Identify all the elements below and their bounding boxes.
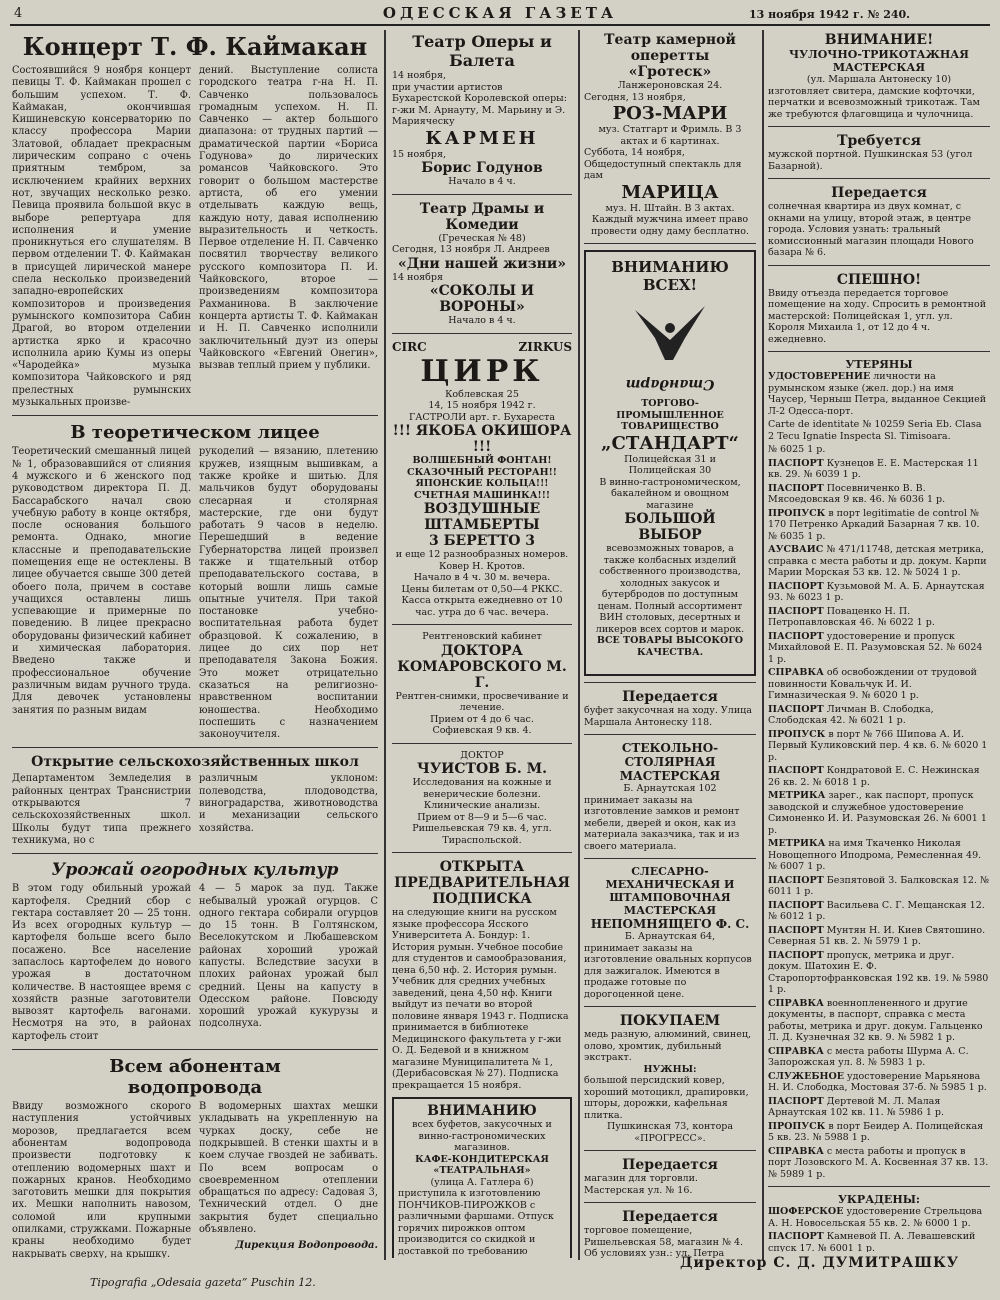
item-kind: АУСВАИС	[768, 544, 824, 555]
urgent-title: СПЕШНО!	[836, 271, 922, 288]
doctor1-address: Софиевская 9 кв. 4.	[432, 725, 532, 736]
glass-body: принимает заказы на изготовление замков и ремонт мебели, дверей и окон, как из материала заказчика, так и из своего материала.	[584, 794, 740, 852]
standard-company: ТОРГОВО-ПРОМЫШЛЕННОЕ ТОВАРИЩЕСТВО	[616, 398, 724, 432]
item-text: об освобождении от трудовой повинности Ковальчук И. И. Гимназическая 9. № 6020 1 р.	[768, 667, 977, 701]
circus-prices: Цены билетам от 0,50—4 РККС. Касса открыта ежедневно от 10 час. утра до 6 час. вечера.	[401, 583, 563, 618]
list-item	[768, 371, 990, 417]
stolen-title: УКРАДЕНЫ:	[837, 1193, 920, 1206]
item-kind: ПАСПОРТ	[768, 630, 824, 642]
lyceum-text-left: Теоретический смешанный лицей № 1, образовавшийся от слияния 4 мужского и 6 женского под руководством директора П. Д. Бассарабского начал свою учебную работу в конце октября, после основания большого ремонта. Однако, многие классные и преподавательские помещения еще не остеклены. В лицее обучается свыше 300 детей обоего пола, причем в составе учащихся оставлены лишь успевающие и примерные по поведению. В лицее прекрасно оборудованы физический кабинет и химическая лаборатория. Введено также и профессиональное обучение различным видам ручного труда. Для девочек установлены занятия по разным видам	[12, 446, 191, 716]
circus-zirkus: ZIRKUS	[518, 339, 572, 354]
list-item	[768, 667, 990, 702]
cafe-address: (улица А. Гатлера 6)	[430, 1176, 534, 1188]
standard-logo-text: Стандарт	[625, 376, 715, 392]
item-kind: СЛУЖЕБНОЕ	[768, 1070, 844, 1082]
item-text: № 6025 1 р.	[768, 444, 826, 455]
item-kind: СПРАВКА	[768, 1045, 824, 1057]
list-item	[768, 1046, 990, 1069]
subscription-body: на следующие книги на русском языке профессора Ясского Университета А. Бондур: 1. История румын. Учебное пособие для студентов и самообразования, цена 6,50 нф. 2. История румын. Учебник для средних учебных заведений, цена 4,50 нф. Книги выйдут из печати во второй половине января 1943 г. Подписка принимается в библиотеке Медицинского факультета у г-жи О. Д. Бедевой и в книжном магазине Муниципалитета № 1, (Дерибасовская № 27). Подписка прекращается 15 ноября.	[392, 907, 569, 1091]
list-item	[768, 458, 990, 481]
issue-date: 13 ноября 1942 г. № 240.	[748, 8, 910, 21]
item-text: на имя Ткаченко Николая Новощепного Иподрома, Ремесленная 49. № 6007 1 р.	[768, 838, 982, 872]
item-text: военноплененного и другие документы, в паспорт, справка с места работы, метрика и друг. докум. Гальценко Л. Д. Кузнечная 32 кв. 9. № 5982 1 р.	[768, 997, 983, 1043]
flat-body: солнечная квартира из двух комнат, с окнами на улицу, второй этаж, в центре города. Условия узнать: тральный комиссионный магазин площади Нового базара № 6.	[768, 201, 974, 258]
item-kind: УДОСТОВЕРЕНИЕ	[768, 371, 871, 382]
schools-text-left: Департаментом Земледелия в районных центрах Транснистрии открываются 7 сельскохозяйственных школ. Школы будут типа прежнего техникума, но с	[12, 773, 191, 846]
item-kind: ПАСПОРТ	[768, 703, 824, 715]
doctor1-hours: Прием от 4 до 6 час.	[430, 713, 534, 725]
item-text: в порт Беидер А. Полицейская 5 кв. 23. № 5988 1 р.	[768, 1120, 984, 1143]
premises-body: торговое помещение, Ришельевская 58, магазин № 4. Об условиях узн.: ул. Петра	[584, 1225, 744, 1258]
list-item	[768, 606, 990, 629]
wanted-title: Требуется	[837, 133, 921, 149]
glass-title: СТЕКОЛЬНО-СТОЛЯРНАЯ МАСТЕРСКАЯ	[619, 741, 721, 783]
item-kind: ПАСПОРТ	[768, 765, 824, 776]
drama-date-2: 14 ноября	[392, 271, 443, 283]
concert-title: Концерт Т. Ф. Каймакан	[22, 32, 368, 61]
list-item	[768, 544, 990, 579]
doctor1-pre: Рентгеновский кабинет	[422, 631, 542, 642]
column-news	[12, 32, 378, 1258]
operetta-line-2: Суббота, 14 ноября, Общедоступный спектакль для дам	[584, 147, 742, 181]
list-item	[768, 875, 990, 898]
standard-big: БОЛЬШОЙ ВЫБОР	[624, 511, 716, 543]
cafe-title: ВНИМАНИЮ	[427, 1103, 537, 1119]
item-text: Посевниченко В. В. Мясоедовская 9 кв. 46. № 6036 1 р.	[768, 482, 946, 505]
item-text: Кузьмовой М. А. Б. Арнаутская 93. № 6023 1 р.	[768, 580, 985, 603]
item-text: удостоверение Стрельцова А. Н. Новосельская 55 кв. 2. № 6000 1 р.	[768, 1206, 983, 1229]
list-item	[768, 950, 990, 996]
lyceum-title: В теоретическом лицее	[70, 422, 320, 444]
water-signature: Дирекция Водопровода.	[235, 1240, 378, 1252]
masthead	[10, 4, 990, 26]
operetta-address: Ланжероновская 24.	[617, 80, 723, 91]
circus-start: Начало в 4 ч. 30 м. вечера.	[413, 572, 551, 583]
item-text: Мунтян Н. И. Киев Святошино. Северная 51 кв. 2. № 5979 1 р.	[768, 924, 986, 947]
item-kind: ПАСПОРТ	[768, 1095, 824, 1107]
item-kind: ПРОПУСК	[768, 507, 826, 519]
list-item	[768, 508, 990, 543]
column-ads	[584, 32, 756, 1258]
standard-headline: ВНИМАНИЮ ВСЕХ!	[611, 258, 729, 294]
item-text: с места работы Шурма А. С. Запорожская ул. 8. № 5983 1 р.	[768, 1045, 969, 1068]
buy-body: медь разную, алюминий, свинец, олово, хромтик, дубильный экстракт.	[584, 1029, 752, 1063]
item-text: удостоверение Марьянова Н. И. Слободка, Мостовая 37-б. № 5985 1 р.	[768, 1070, 987, 1093]
subscription-title: ОТКРЫТА ПРЕДВАРИТЕЛЬНАЯ ПОДПИСКА	[394, 859, 570, 907]
item-kind: ПАСПОРТ	[768, 949, 824, 961]
schools-title: Открытие сельскохозяйственных школ	[31, 754, 359, 771]
item-text: Дертевой М. Л. Малая Арнаутская 102 кв. 11. № 5986 1 р.	[768, 1095, 945, 1118]
stolen-list	[768, 1206, 990, 1252]
item-text: Безпятовой З. Балковская 12. № 6011 1 р.	[768, 874, 989, 897]
operetta-show-1: РОЗ-МАРИ	[612, 103, 728, 124]
knit-address: (ул. Маршала Антонеску 10)	[806, 74, 952, 85]
shop-body: магазин для торговли. Мастерская ул. № 16.	[584, 1173, 698, 1196]
item-kind: МЕТРИКА	[768, 790, 826, 801]
column-rule	[762, 30, 764, 1260]
harvest-text-right: 4 — 5 марок за пуд. Также небывалый урожай огурцов. С одного гектара собирали огурцов до 15 тонн. В Голтянском, Веселокутском и Любашевском районах хороший урожай капусты. Вследствие засухи в плохих районах урожай был средний. Цены на капусту в Одесском районе. Повсюду хороший урожай кукурузы и подсолнуха.	[199, 883, 378, 1030]
buy-address: Пушкинская 73, контора «ПРОГРЕСС».	[606, 1121, 734, 1144]
knit-body: изготовляет свитера, дамские кофточки, перчатки и всевозможный трикотаж. Там же требуются флаговщица и чулочница.	[768, 85, 980, 120]
urgent-body: Ввиду отъезда передается торговое помещение на ходу. Спросить в ремонтной мастерской: Полицейская 1, угл. ул. Короля Михаила 1, от 12 до 4 ч. ежедневно.	[768, 287, 987, 345]
circus-acts: ВОЛШЕБНЫЙ ФОНТАН! СКАЗОЧНЫЙ РЕСТОРАН!! ЯПОНСКИЕ КОЛЬЦА!!! СЧЕТНАЯ МАШИНКА!!!	[407, 455, 557, 501]
list-item	[768, 925, 990, 948]
opera-title: Театр Оперы и Балета	[412, 32, 552, 70]
list-item	[768, 1096, 990, 1119]
operetta-credits-1: муз. Статгарт и Фримль. В 3 актах и 6 картинах.	[598, 124, 742, 147]
operetta-credits-2: муз. Н. Штайн. В 3 актах. Каждый мужчина имеет право провести одну даму бесплатно.	[590, 202, 750, 237]
knit-name: ЧУЛОЧНО-ТРИКОТАЖНАЯ МАСТЕРСКАЯ	[789, 48, 969, 74]
circus-address: Коблевская 25	[445, 388, 519, 400]
standard-stores: В винно-гастрономическом, бакалейном и овощном магазине	[599, 476, 741, 511]
list-item	[768, 483, 990, 506]
circus-star: !!! ЯКОБА ОКИШОРА !!!	[392, 423, 572, 455]
list-item	[768, 704, 990, 727]
doctor2-desc: Исследования на кожные и венерические болезни. Клинические анализы.	[412, 777, 552, 811]
item-kind: ПАСПОРТ	[768, 924, 824, 936]
circus-more: и еще 12 разнообразных номеров. Ковер Н. Кротов.	[395, 549, 569, 572]
list-item	[768, 419, 990, 442]
list-item	[768, 1231, 990, 1252]
standard-address: Полицейская 31 и Полицейская 30	[624, 453, 716, 476]
buy-need: НУЖНЫ:	[643, 1063, 697, 1075]
doctor2-address: Ришельевская 79 кв. 4, угл. Тираспольской.	[412, 823, 552, 846]
printer-imprint: Tipografia „Odesaia gazeta” Puschin 12.	[90, 1276, 316, 1289]
metal-name: НЕПОМНЯЩЕГО Ф. С.	[590, 917, 750, 931]
item-kind: СПРАВКА	[768, 667, 824, 678]
circus-tour: ГАСТРОЛИ арт. г. Бухареста	[408, 411, 556, 423]
list-item	[768, 729, 990, 764]
item-kind: ШОФЕРСКОЕ	[768, 1206, 844, 1217]
concert-text-left: Состоявшийся 9 ноября концерт певицы Т. Ф. Каймакан прошел с большим успехом. Т. Ф. Каймакан, окончившая Кишиневскую консерваторию по классу профессора Марии Златовой, обладает прекрасным лирическим сопрано с очень приятным тембром, за исключением крайних верхних нот, звучащих несколько резко. Певица проявила большой вкус в выборе репертуара для исполнения и умение проникнуться его слушателям. В первом отделении Т. Ф. Каймакан в присущей лирической манере спела несколько произведений западно-европейских композиторов и произведения румынского композитора Сабин Драгой, во втором отделении артистка ярко и красочно исполнила арию Кумы из оперы «Чародейка» музыка композитора Чайковского и ряд прелестных румынских музыкальных произве-	[12, 65, 191, 409]
metal-address: Б. Арнаутская 64,	[624, 931, 716, 942]
list-item	[768, 444, 990, 456]
eagle-logo-icon	[625, 300, 715, 370]
lost-title: УТЕРЯНЫ	[845, 358, 913, 371]
metal-body: принимает заказы на изготовление овальных корпусов для зажигалок. Имеются в продаже готовые по дорогоценной цене.	[584, 942, 752, 1000]
cafe-sub: всех буфетов, закусочных и винно-гастрономических магазинов.	[412, 1119, 552, 1153]
list-item	[768, 998, 990, 1044]
opera-start: Начало в 4 ч.	[448, 176, 516, 187]
item-text: Поваценко Н. П. Петропавловская 46. № 6022 1 р.	[768, 605, 935, 628]
standard-ad	[584, 250, 756, 676]
circus-act-3: 3 БЕРЕТТО 3	[428, 533, 536, 549]
buffet-title: Передается	[622, 689, 718, 705]
drama-show-2: «СОКОЛЫ И ВОРОНЫ»	[429, 283, 535, 315]
opera-date-2: 15 ноября,	[392, 148, 446, 160]
list-item	[768, 765, 990, 788]
item-kind: ПАСПОРТ	[768, 605, 824, 617]
item-text: удостоверение и пропуск Михайловой Е. П. Разумовская 52. № 6024 1 р.	[768, 630, 983, 665]
item-text: Васильева С. Г. Мещанская 12. № 6012 1 р.	[768, 899, 985, 922]
standard-name: „СТАНДАРТ“	[601, 432, 739, 454]
shop-title: Передается	[622, 1157, 718, 1173]
page-number: 4	[14, 6, 23, 21]
water-title-1: Всем абонентам	[109, 1056, 281, 1078]
item-kind: СПРАВКА	[768, 1145, 824, 1157]
drama-address: (Греческая № 48)	[438, 232, 526, 244]
list-item	[768, 1146, 990, 1181]
column-rule	[578, 30, 580, 1260]
buy-title: ПОКУПАЕМ	[619, 1013, 721, 1029]
item-text: пропуск, метрика и друг. докум. Шатохин Е. Ф. Старопортофранковская 192 кв. 19. № 5980 1 р.	[768, 949, 989, 995]
wanted-body: мужской портной. Пушкинская 53 (угол Базарной).	[768, 149, 973, 172]
doctor1-name: ДОКТОРА КОМАРОВСКОГО М. Г.	[397, 642, 567, 691]
lost-list	[768, 371, 990, 1180]
buffet-body: буфет закусочная на ходу. Улица Маршала Антонеску 118.	[584, 705, 752, 728]
column-rule	[384, 30, 386, 1260]
circus-act-2: ВОЗДУШНЫЕ ШТАМБЕРТЫ	[423, 501, 541, 533]
item-kind: ПАСПОРТ	[768, 457, 824, 469]
cafe-ad	[392, 1097, 572, 1258]
item-kind: ПРОПУСК	[768, 728, 826, 740]
column-classifieds	[768, 32, 990, 1252]
lyceum-text-right: рукоделий — вязанию, плетению кружев, изящным вышивкам, а также кройке и шитью. Для мальчиков будут оборудованы слесарная и столярная мастерские, где они будут работать 9 часов в неделю. Перешедший в ведение Губернаторства лицей произвел также и тщательный отбор преподавательского состава, в который вошли лишь самые опытные учителя. При такой постановке учебно-воспитательная работа будет образцовой. К сожалению, в лицее до сих пор нет преподавателя Закона Божия. Это может отрицательно сказаться на религиозно-нравственном воспитании юношества. Необходимо поспешить с назначением законоучителя.	[199, 446, 378, 741]
item-text: Кондратовой Е. С. Нежинская 26 кв. 2. № 6018 1 р.	[768, 765, 980, 788]
circus-dates: 14, 15 ноября 1942 г.	[428, 400, 536, 411]
director-signature: Директор С. Д. ДУМИТРАШКУ	[680, 1255, 960, 1271]
standard-body: всевозможных товаров, а также колбасных изделий собственного производства, холодных закусок и бутербродов по доступным ценам. Полный ассортимент ВИН столовых, десертных и ликеров всех сортов и марок.	[595, 543, 745, 635]
item-text: в порт legitimatie de control № 170 Петренко Аркадий Базарная 7 кв. 10. № 6035 1 р.	[768, 507, 980, 542]
harvest-title: Урожай огородных культур	[51, 860, 339, 881]
drama-title: Театр Драмы и Комедии	[419, 200, 545, 233]
newspaper-title: ОДЕССКАЯ ГАЗЕТА	[382, 4, 618, 22]
drama-start: Начало в 4 ч.	[448, 315, 516, 326]
opera-guests: при участии артистов Бухарестской Королевской оперы: г-жи М. Арнауту, М. Марьину и Э. Марияческу	[392, 81, 567, 127]
item-kind: ПАСПОРТ	[768, 482, 824, 494]
knit-title: ВНИМАНИЕ!	[824, 32, 934, 48]
operetta-line-1: Сегодня, 13 ноября,	[584, 91, 686, 103]
concert-text-right: дений. Выступление солиста городского театра г-на Н. П. Савченко пользовалось громадным успехом. Н. П. Савченко — актер большого диапазона: от трудных партий — драматической партии «Бориса Годунова» до лирических романсов Чайковского. Это говорит о большом мастерстве артиста, об его умении отделывать каждую вещь, каждую ноту, давая исполнению выразительность и четкость. Первое отделение Н. П. Савченко посвятил творчеству великого русского композитора П. И. Чайковского, второе — произведениям композитора Рахманинова. В заключение концерта артисты Т. Ф. Каймакан и Н. П. Савченко исполнили заключительный дуэт из оперы Чайковского «Евгений Онегин», вызвав теплый прием у публики.	[199, 65, 378, 372]
item-text: Камневой П. А. Левашевский спуск 17. № 6001 1 р.	[768, 1231, 976, 1252]
item-kind: ПАСПОРТ	[768, 580, 824, 592]
list-item	[768, 1206, 990, 1229]
item-text: № 471/11748, детская метрика, справка с места работы и др. докум. Карпи Марии Морская 53 кв. 12. № 5024 1 р.	[768, 544, 987, 578]
circus-circ: CIRC	[392, 339, 427, 354]
buy-body-2: большой персидский ковер, хороший мотоцикл, драпировки, шторы, дорожки, кафельная плитка.	[584, 1075, 749, 1121]
cafe-name: КАФЕ-КОНДИТЕРСКАЯ «ТЕАТРАЛЬНАЯ»	[415, 1153, 549, 1176]
item-text: Личман В. Слободка, Слободская 42. № 6021 1 р.	[768, 703, 934, 726]
list-item	[768, 838, 990, 873]
water-title-2: водопровода	[127, 1077, 263, 1099]
list-item	[768, 1121, 990, 1144]
doctor2-hours: Прием от 8—9 и 5—6 час.	[417, 811, 547, 823]
water-text-right: В водомерных шахтах мешки укладывать на укрепленную на чурках доску, себе не подкрывшей. В стенки шахты и в коем случае гвоздей не забивать. По всем вопросам о своевременном отеплении обращаться по адресу: Садовая 3, Технический отдел. О дне закрытия будет специально объявлено.	[199, 1101, 378, 1236]
item-text: Кузнецов Е. Е. Мастерская 11 кв. 29. № 6039 1 р.	[768, 457, 979, 480]
item-text: с места работы и пропуск в порт Лозовского М. А. Косвенная 37 кв. 13. № 5989 1 р.	[768, 1145, 989, 1180]
harvest-text-left: В этом году обильный урожай картофеля. Средний сбор с гектара составляет 20 — 25 тонн. Из всех огородных культур — картофеля больше всего было посажено. Все население запаслось картофелем до нового урожая в достаточном количестве. В настоящее время с хозяйств разные заготовители вывозят картофель вагонами. Несмотря на это, в районах картофель стоит	[12, 883, 191, 1042]
premises-title: Передается	[622, 1209, 718, 1225]
list-item	[768, 900, 990, 923]
standard-tag: ВСЕ ТОВАРЫ ВЫСОКОГО КАЧЕСТВА.	[596, 635, 744, 658]
item-text: зарег., как паспорт, пропуск заводской и служебное удостоверение Симоненко И. И. Разумовская 26. № 6001 1 р.	[768, 790, 987, 836]
doctor2-name: ЧУИСТОВ Б. М.	[417, 761, 547, 777]
operetta-name: «Гротеск»	[628, 64, 712, 80]
list-item	[768, 790, 990, 836]
water-text-left: Ввиду возможного скорого наступления устойчивых морозов, предлагается всем абонентам водопровода произвести подготовку к отеплению водомерных шахт и пожарных кранов. Необходимо заготовить мешки для покрытия их. Мешки наполнить навозом, соломой или крупными опилками, стружками. Пожарные краны необходимо будет накрывать сверху, на крышку.	[12, 1101, 191, 1258]
column-theatre	[392, 32, 572, 1258]
doctor1-desc: Рентген-снимки, просвечивание и лечение.	[395, 690, 569, 713]
doctor2-pre: ДОКТОР	[460, 749, 504, 761]
opera-show-1: КАРМЕН	[425, 127, 539, 149]
item-kind: МЕТРИКА	[768, 838, 826, 849]
operetta-show-2: МАРИЦА	[621, 181, 719, 203]
item-kind: ПАСПОРТ	[768, 899, 824, 911]
cafe-body: приступила к изготовлению ПОНЧИКОВ-ПИРОЖКОВ с различными фаршами. Отпуск горячих пирожков оптом производится со скидкой и доставкой по требованию	[398, 1188, 554, 1257]
item-kind: ПАСПОРТ	[768, 1231, 824, 1242]
schools-text-right: различным уклоном: полеводства, плодоводства, виноградарства, животноводства и механизации сельского хозяйства.	[199, 773, 378, 834]
item-kind: ПРОПУСК	[768, 1120, 826, 1132]
drama-show-1: «Дни нашей жизни»	[397, 255, 567, 272]
glass-address: Б. Арнаутская 102	[623, 783, 717, 794]
circus-title: ЦИРК	[420, 353, 544, 389]
list-item	[768, 581, 990, 604]
item-kind: СПРАВКА	[768, 997, 824, 1009]
opera-date-1: 14 ноября,	[392, 70, 446, 81]
item-text: личности на румынском языке (жел. дор.) на имя Чаусер, Черныш Петра, выданное Секцией Л-2 Одесса-порт.	[768, 371, 987, 417]
item-kind: ПАСПОРТ	[768, 874, 824, 886]
operetta-title: Театр камерной оперетты	[604, 32, 736, 64]
list-item	[768, 631, 990, 666]
item-text: Carte de identitate № 10259 Seria Eb. Clasa 2 Tecu Ignatie Inspecta Sl. Timisoara.	[768, 419, 982, 442]
metal-title: СЛЕСАРНО-МЕХАНИЧЕСКАЯ И ШТАМПОВОЧНАЯ МАСТЕРСКАЯ	[605, 865, 735, 917]
opera-show-2: Борис Годунов	[421, 160, 543, 176]
item-text: в порт № 766 Шипова А. И. Первый Куликовский пер. 4 кв. 6. № 6020 1 р.	[768, 728, 988, 763]
drama-line-1: Сегодня, 13 ноября Л. Андреев	[392, 244, 550, 255]
list-item	[768, 1071, 990, 1094]
flat-title: Передается	[831, 185, 927, 201]
